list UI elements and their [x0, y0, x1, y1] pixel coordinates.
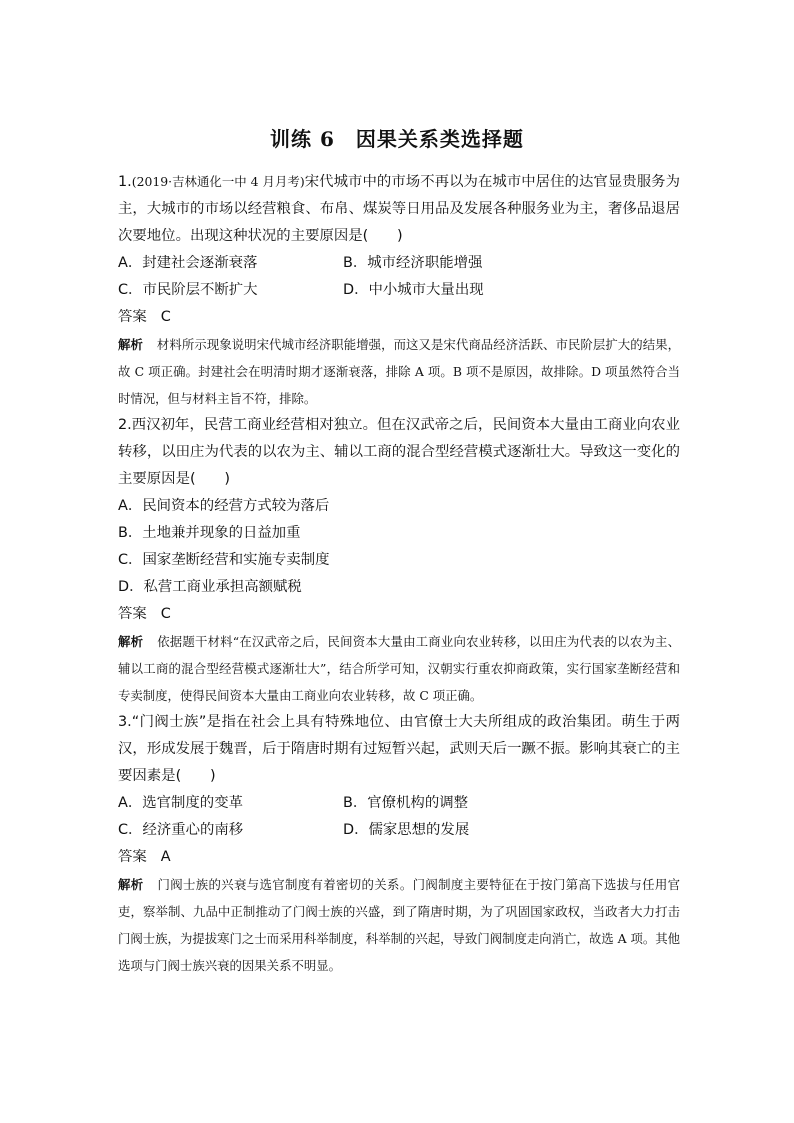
analysis-label: 解析 — [118, 337, 143, 352]
analysis-text: 门阀士族的兴衰与选官制度有着密切的关系。门阀制度主要特征在于按门第高下选拔与任用官吏，察举制、九品中正制推动了门阀士族的兴盛，到了隋唐时期，为了巩固国家政权，当政者大力打击门阀士族，为提拔寒门之士而采用科举制度，科举制的兴起，导致门阀制度走向消亡，故选 A 项。其他选项与门阀士族兴衰的因果关系不明显。 — [118, 877, 681, 973]
answer-value: C — [160, 309, 171, 325]
options — [118, 790, 680, 844]
answer-line — [118, 304, 680, 331]
options — [118, 493, 680, 601]
option-c: C．经济重心的南移 — [118, 822, 244, 838]
option-b: B．官僚机构的调整 — [343, 795, 468, 811]
option-d: D．私营工商业承担高额赋税 — [118, 579, 302, 595]
analysis-text: 材料所示现象说明宋代城市经济职能增强，而这又是宋代商品经济活跃、市民阶层扩大的结果，故 C 项正确。封建社会在明清时期才逐渐衰落，排除 A 项。B 项不是原因，故排除。D 项虽然符合当时情况，但与材料主旨不符，排除。 — [118, 337, 681, 406]
question-1 — [118, 168, 680, 412]
options — [118, 250, 680, 304]
analysis-text: 依据题干材料“在汉武帝之后，民间资本大量由工商业向农业转移，以田庄为代表的以农为主、辅以工商的混合型经营模式逐渐壮大”，结合所学可知，汉朝实行重农抑商政策，实行国家垄断经营和专卖制度，使得民间资本大量由工商业向农业转移，故 C 项正确。 — [118, 634, 680, 703]
question-2 — [118, 412, 680, 709]
question-3 — [118, 709, 680, 979]
question-source: (2019·吉林通化一中 4 月月考) — [131, 174, 305, 189]
analysis-label: 解析 — [118, 634, 144, 649]
option-b: B．土地兼并现象的日益加重 — [118, 525, 301, 541]
analysis — [118, 871, 680, 979]
option-b: B．城市经济职能增强 — [343, 255, 483, 271]
content — [118, 168, 680, 979]
option-a: A．选官制度的变革 — [118, 795, 243, 811]
analysis — [118, 628, 680, 709]
question-text: “门阀士族”是指在社会上具有特殊地位、由官僚士大夫所组成的政治集团。萌生于两汉，形成发展于魏晋，后于隋唐时期有过短暂兴起，武则天后一蹶不振。影响其衰亡的主要因素是( ) — [118, 714, 680, 784]
answer-line — [118, 844, 680, 871]
answer-label: 答案 — [118, 606, 147, 622]
analysis-label: 解析 — [118, 877, 144, 892]
option-a: A．封建社会逐渐衰落 — [118, 255, 258, 271]
answer-value: C — [160, 606, 171, 622]
answer-line — [118, 601, 680, 628]
option-c: C．市民阶层不断扩大 — [118, 282, 258, 298]
option-d: D．中小城市大量出现 — [343, 282, 484, 298]
page-title: 训练 6 因果关系类选择题 — [270, 127, 524, 151]
option-d: D．儒家思想的发展 — [343, 822, 470, 838]
answer-label: 答案 — [118, 309, 147, 325]
answer-label: 答案 — [118, 849, 147, 865]
question-number: 1. — [118, 174, 132, 190]
question-stem — [118, 709, 680, 790]
analysis — [118, 331, 680, 412]
question-number: 2. — [118, 417, 132, 433]
question-number: 3. — [118, 714, 132, 730]
option-a: A．民间资本的经营方式较为落后 — [118, 498, 330, 514]
answer-value: A — [160, 849, 171, 865]
question-text: 西汉初年，民营工商业经营相对独立。但在汉武帝之后，民间资本大量由工商业向农业转移，以田庄为代表的以农为主、辅以工商的混合型经营模式逐渐壮大。导致这一变化的主要原因是( ) — [118, 417, 680, 487]
option-c: C．国家垄断经营和实施专卖制度 — [118, 552, 330, 568]
question-stem — [118, 168, 680, 250]
question-text: 宋代城市中的市场不再以为在城市中居住的达官显贵服务为主，大城市的市场以经营粮食、布帛、煤炭等日用品及发展各种服务业为主，奢侈品退居次要地位。出现这种状况的主要原因是( ) — [118, 174, 680, 244]
question-stem — [118, 412, 680, 493]
